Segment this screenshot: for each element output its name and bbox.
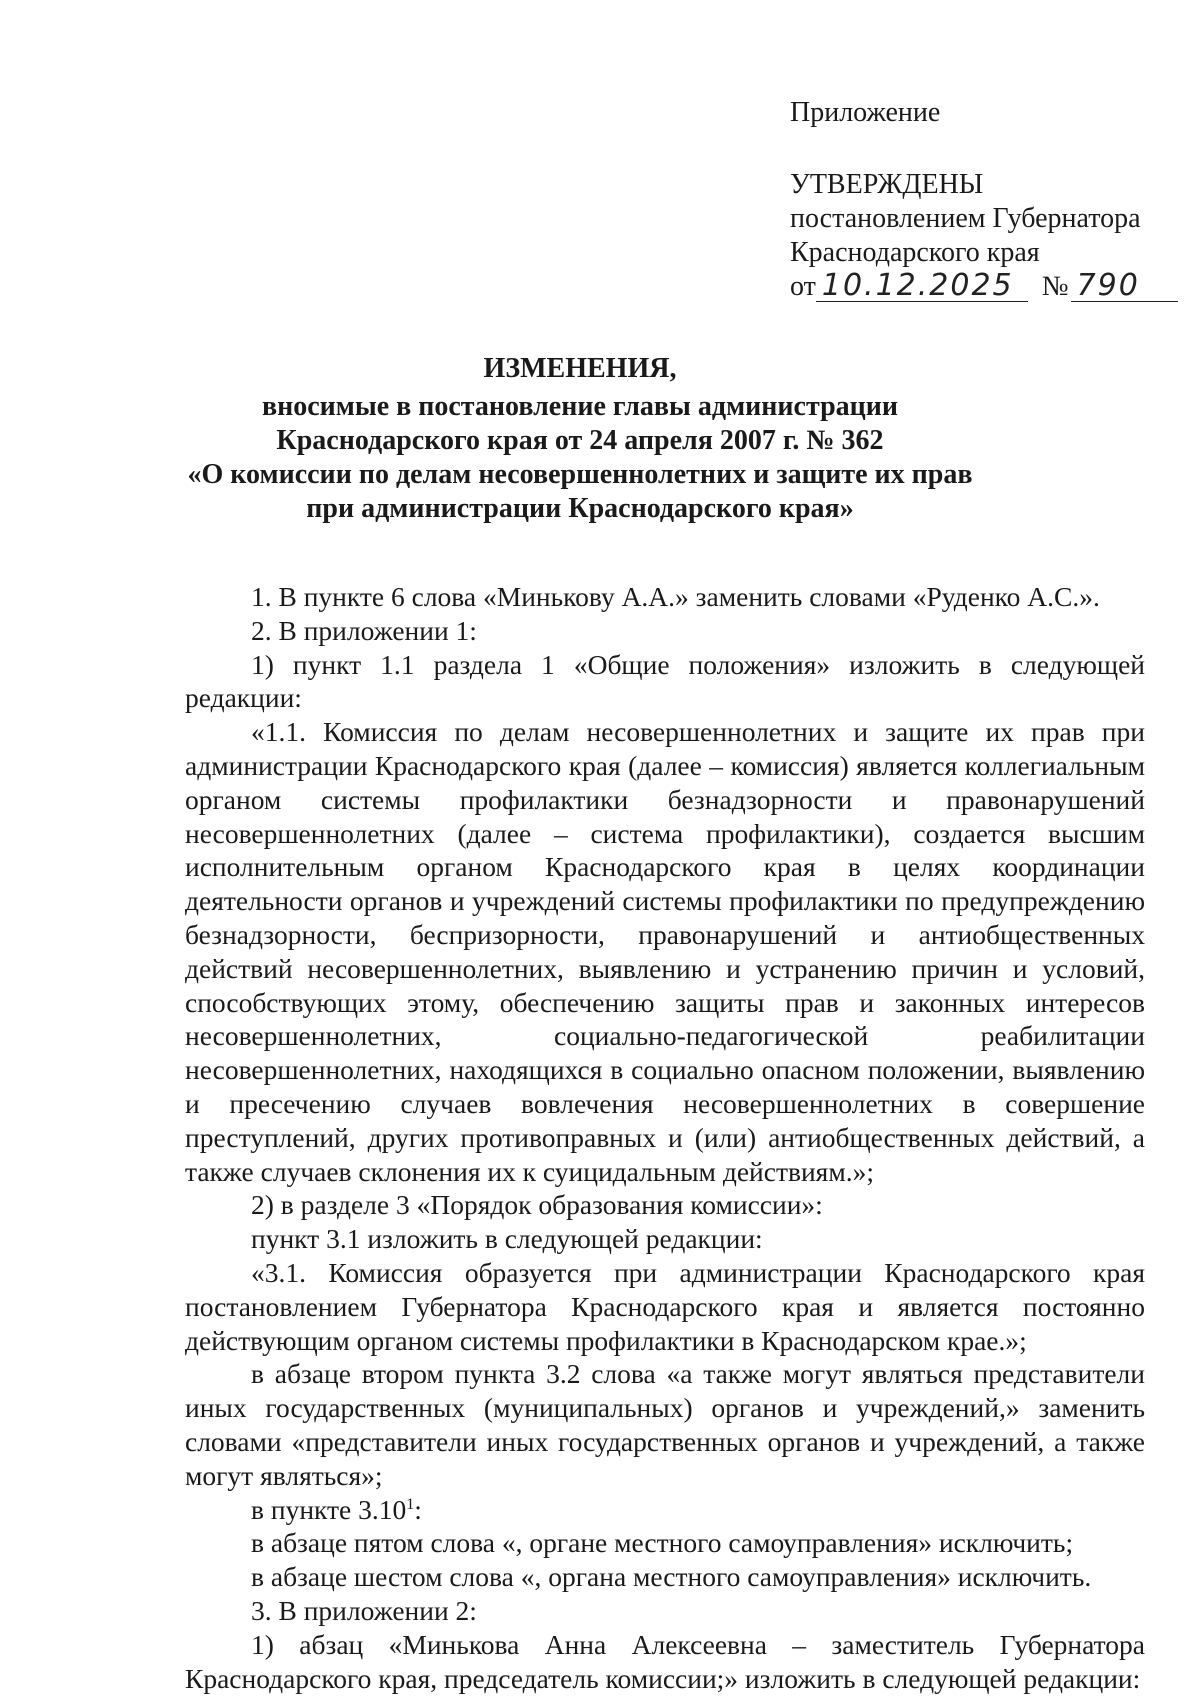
document-title — [160, 352, 1000, 526]
title-line-4: при администрации Краснодарского края» — [306, 493, 854, 524]
title-main: ИЗМЕНЕНИЯ, — [483, 353, 677, 384]
title-line-1: вносимые в постановление главы администрации — [261, 391, 899, 422]
approval-block — [790, 96, 1170, 308]
title-line-2: Краснодарского края от 24 апреля 2007 г. № 362 — [276, 425, 884, 456]
paragraph: в абзаце пятом слова «, органе местного самоуправления» исключить; — [251, 1527, 1074, 1559]
approved-label: УТВЕРЖДЕНЫ — [790, 169, 984, 200]
paragraph: 2. В приложении 1: — [251, 614, 477, 646]
appendix-label: Приложение — [790, 97, 941, 128]
approved-by-line: постановлением Губернатора — [790, 203, 1141, 234]
date-number-line — [790, 270, 1170, 308]
paragraph — [185, 1493, 1145, 1527]
paragraph: «1.1. Комиссия по делам несовершеннолетних и защите их прав при администрации Краснодарского края (далее – комиссия) является коллегиальным органом системы профилактики безнадзорности и правонарушений несовершеннолетних (далее – система профилактики), создается высшим исполнительным органом Краснодарского края в целях координации деятельности органов и учреждений системы профилактики по предупреждению безнадзорности, беспризорности, правонарушений и антиобщественных действий несовершеннолетних, выявлению и устранению причин и условий, способствующих этому, обеспечению защиты прав и законных интересов несовершеннолетних, социально-педагогической реабилитации несовершеннолетних, находящихся в социально опасном положении, выявлению и пресечению случаев вовлечения несовершеннолетних в совершение преступлений, других противоправных и (или) антиобщественных действий, а также случаев склонения их к суицидальным действиям.»; — [185, 716, 1145, 1187]
paragraph: 2) в разделе 3 «Порядок образования комиссии»: — [251, 1189, 823, 1221]
paragraph: 3. В приложении 2: — [251, 1594, 477, 1626]
paragraph: «3.1. Комиссия образуется при администрации Краснодарского края постановлением Губернатора Краснодарского края и является постоянно действующим органом системы профилактики в Краснодарском крае.»; — [185, 1256, 1145, 1356]
paragraph: 1) пункт 1.1 раздела 1 «Общие положения» изложить в следующей редакции: — [185, 648, 1145, 714]
number-sign: № — [1041, 271, 1069, 302]
paragraph: 1) абзац «Минькова Анна Алексеевна – заместитель Губернатора Краснодарского края, председатель комиссии;» изложить в следующей редакции: — [185, 1628, 1145, 1694]
title-line-3: «О комиссии по делам несовершеннолетних и защите их прав — [187, 459, 973, 490]
p9-colon: : — [414, 1493, 422, 1525]
paragraph: 1. В пункте 6 слова «Минькову А.А.» заменить словами «Руденко А.С.». — [251, 581, 1100, 612]
p9-superscript: 1 — [406, 1495, 415, 1513]
p9-text: в пункте 3.10 — [251, 1493, 407, 1525]
handwritten-date: 10.12.2025 — [816, 271, 1028, 302]
document-body — [185, 580, 1145, 1695]
paragraph: в абзаце шестом слова «, органа местного самоуправления» исключить. — [251, 1561, 1092, 1593]
handwritten-number: 790 — [1071, 271, 1178, 302]
approved-by-region: Краснодарского края — [790, 237, 1040, 268]
paragraph: пункт 3.1 изложить в следующей редакции: — [251, 1223, 763, 1255]
from-label: от — [790, 271, 816, 302]
paragraph: в абзаце втором пункта 3.2 слова «а также могут являться представители иных государственных (муниципальных) органов и учреждений,» заменить словами «представители иных государственных органов и учреждений, а также могут являться»; — [185, 1358, 1145, 1491]
